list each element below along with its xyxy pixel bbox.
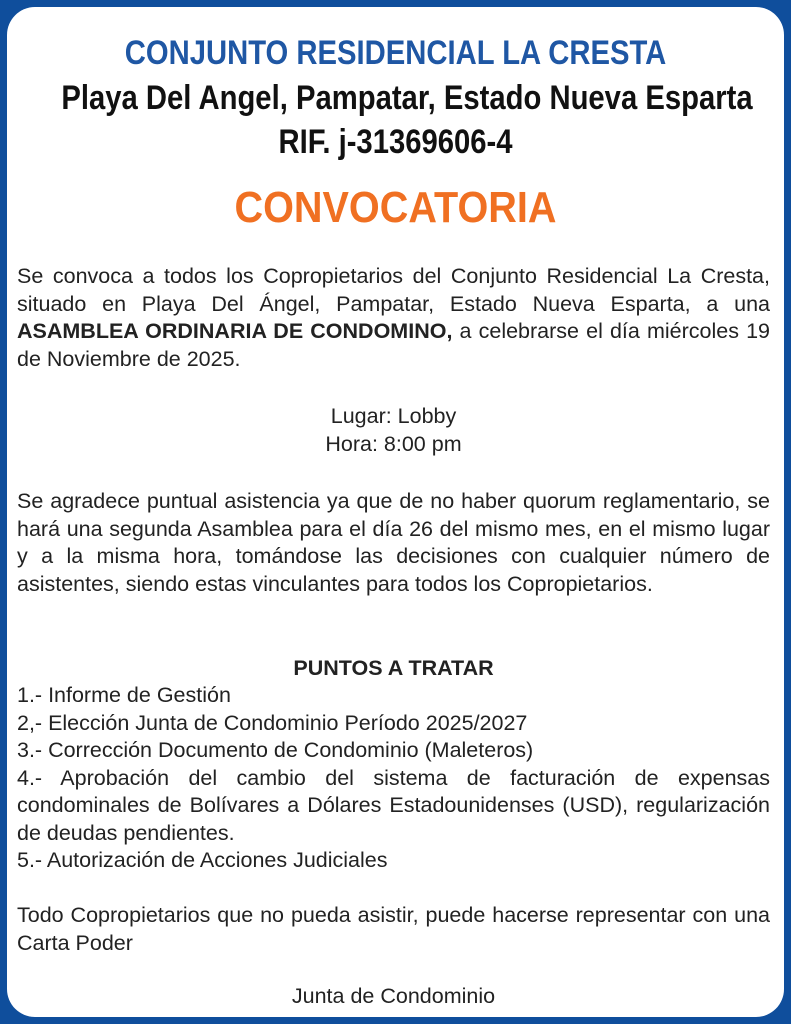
organization-address: Playa Del Angel, Pampatar, Estado Nueva Esparta: [61, 79, 753, 117]
meeting-details: [17, 403, 770, 458]
intro-text-start: Se convoca a todos los Copropietarios del Conjunto Residencial La Cresta, situado en Playa Del Ángel, Pampatar, Estado Nueva Esparta, a una: [17, 264, 770, 316]
notice-card: [7, 7, 784, 1017]
intro-text-end: a celebrarse el día miércoles 19 de Noviembre de 2025.: [17, 319, 770, 371]
agenda-heading: PUNTOS A TRATAR: [293, 656, 494, 680]
agenda-list: [17, 682, 770, 875]
meeting-place: Lugar: Lobby: [330, 404, 457, 428]
agenda-item: 3.- Corrección Documento de Condominio (Maleteros): [17, 738, 534, 762]
proxy-note: Todo Copropietarios que no pueda asistir, puede hacerse representar con una Carta Poder: [17, 903, 770, 955]
agenda-item: 4.- Aprobación del cambio del sistema de facturación de expensas condominales de Bolívares a Dólares Estadounidenses (USD), regularización de deudas pendientes.: [17, 765, 770, 845]
organization-name: CONJUNTO RESIDENCIAL LA CRESTA: [124, 34, 667, 72]
agenda-item: 1.- Informe de Gestión: [17, 683, 231, 707]
organization-rif: RIF. j-31369606-4: [278, 123, 513, 161]
assembly-type: ASAMBLEA ORDINARIA DE CONDOMINO,: [17, 319, 453, 343]
signature: Junta de Condominio: [291, 984, 496, 1008]
meeting-time: Hora: 8:00 pm: [325, 431, 462, 456]
quorum-notice: Se agradece puntual asistencia ya que de no haber quorum reglamentario, se hará una segunda Asamblea para el día 26 del mismo mes, en el mismo lugar y a la misma hora, tomándose las decisiones con cualquier número de asistentes, siendo estas vinculantes para todos los Copropietarios.: [17, 489, 770, 596]
agenda-item: 2,- Elección Junta de Condominio Período 2025/2027: [17, 710, 528, 735]
notice-title: CONVOCATORIA: [234, 183, 557, 232]
intro-paragraph: [17, 263, 770, 373]
agenda-item: 5.- Autorización de Acciones Judiciales: [17, 848, 388, 872]
